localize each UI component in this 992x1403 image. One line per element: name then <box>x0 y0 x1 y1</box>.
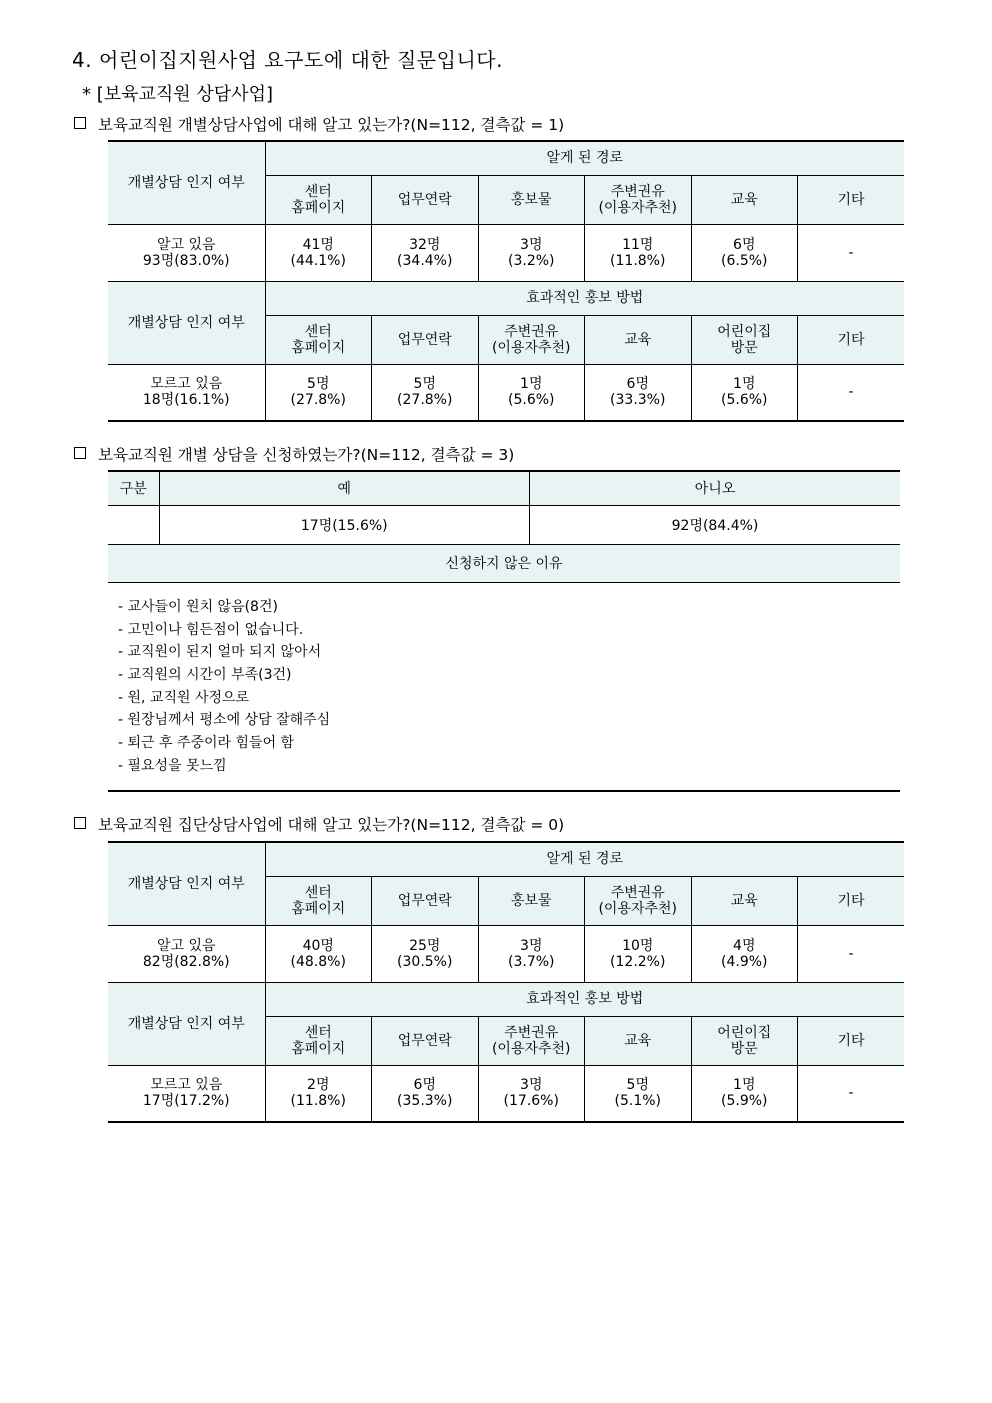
cell: 6명 (33.3%) <box>585 364 692 421</box>
reason-header: 신청하지 않은 이유 <box>108 544 900 582</box>
checkbox-bullet <box>74 447 86 459</box>
col-header: 홍보물 <box>478 876 585 925</box>
col-header: 교육 <box>585 315 692 364</box>
col-header: 센터 홈페이지 <box>265 876 372 925</box>
col-header: 교육 <box>691 175 798 224</box>
col-label: 구분 <box>108 471 159 505</box>
empty-cell <box>108 505 159 544</box>
question-2 <box>74 443 514 465</box>
col-header: 교육 <box>691 876 798 925</box>
list-item: - 원장님께서 평소에 상담 잘해주심 <box>118 712 331 729</box>
list-item: - 필요성을 못느낌 <box>118 757 227 774</box>
question-2-text: 보육교직원 개별 상담을 신청하였는가?(N=112, 결측값 = 3) <box>98 446 515 464</box>
checkbox-bullet <box>74 117 86 129</box>
group-header: 알게 된 경로 <box>265 842 904 876</box>
cell: 1명 (5.9%) <box>691 1065 798 1122</box>
cell: 1명 (5.6%) <box>478 364 585 421</box>
col-header: 주변권유 (이용자추천) <box>585 175 692 224</box>
cell: 5명 (27.8%) <box>265 364 372 421</box>
cell: - <box>798 224 905 281</box>
col-header: 어린이집 방문 <box>691 315 798 364</box>
q1-table <box>108 140 904 422</box>
yes-header: 예 <box>159 471 530 505</box>
col-header: 기타 <box>798 315 905 364</box>
cell: 10명 (12.2%) <box>585 925 692 982</box>
row-header: 개별상담 인지 여부 <box>108 281 265 364</box>
cell: 32명 (34.4%) <box>372 224 479 281</box>
col-header: 어린이집 방문 <box>691 1016 798 1065</box>
col-header: 업무연락 <box>372 1016 479 1065</box>
row-label: 알고 있음 82명(82.8%) <box>108 925 265 982</box>
col-header: 주변권유 (이용자추천) <box>585 876 692 925</box>
row-label: 모르고 있음 18명(16.1%) <box>108 364 265 421</box>
no-header: 아니오 <box>530 471 901 505</box>
col-header: 교육 <box>585 1016 692 1065</box>
question-1 <box>74 113 564 135</box>
checkbox-bullet <box>74 817 86 829</box>
cell: - <box>798 1065 905 1122</box>
reason-list <box>118 596 330 778</box>
col-header: 업무연락 <box>372 175 479 224</box>
group-header: 알게 된 경로 <box>265 141 904 175</box>
cell: 25명 (30.5%) <box>372 925 479 982</box>
cell: 5명 (5.1%) <box>585 1065 692 1122</box>
col-header: 홍보물 <box>478 175 585 224</box>
cell: 4명 (4.9%) <box>691 925 798 982</box>
question-1-text: 보육교직원 개별상담사업에 대해 알고 있는가?(N=112, 결측값 = 1) <box>98 116 565 134</box>
col-header: 기타 <box>798 175 905 224</box>
row-header: 개별상담 인지 여부 <box>108 842 265 925</box>
list-item: - 교직원이 된지 얼마 되지 않아서 <box>118 644 322 661</box>
col-header: 업무연락 <box>372 315 479 364</box>
q3-table <box>108 841 904 1123</box>
group-header: 효과적인 홍보 방법 <box>265 982 904 1016</box>
row-label: 알고 있음 93명(83.0%) <box>108 224 265 281</box>
col-header: 센터 홈페이지 <box>265 1016 372 1065</box>
cell: 3명 (3.2%) <box>478 224 585 281</box>
col-header: 센터 홈페이지 <box>265 315 372 364</box>
no-value: 92명(84.4%) <box>530 505 901 544</box>
col-header: 주변권유 (이용자추천) <box>478 1016 585 1065</box>
list-item: - 원, 교직원 사정으로 <box>118 689 250 706</box>
cell: 3명 (17.6%) <box>478 1065 585 1122</box>
col-header: 기타 <box>798 1016 905 1065</box>
cell: 3명 (3.7%) <box>478 925 585 982</box>
group-header: 효과적인 홍보 방법 <box>265 281 904 315</box>
cell: 40명 (48.8%) <box>265 925 372 982</box>
row-header: 개별상담 인지 여부 <box>108 982 265 1065</box>
col-header: 기타 <box>798 876 905 925</box>
q2-table <box>108 470 900 583</box>
cell: 6명 (35.3%) <box>372 1065 479 1122</box>
col-header: 주변권유 (이용자추천) <box>478 315 585 364</box>
cell: - <box>798 925 905 982</box>
row-header: 개별상담 인지 여부 <box>108 141 265 224</box>
cell: - <box>798 364 905 421</box>
cell: 2명 (11.8%) <box>265 1065 372 1122</box>
list-item: - 교직원의 시간이 부족(3건) <box>118 667 292 684</box>
section-title: 4. 어린이집지원사업 요구도에 대한 질문입니다. <box>72 48 503 72</box>
question-3 <box>74 813 564 835</box>
subsection-title: * [보육교직원 상담사업] <box>82 84 273 105</box>
cell: 5명 (27.8%) <box>372 364 479 421</box>
cell: 1명 (5.6%) <box>691 364 798 421</box>
cell: 11명 (11.8%) <box>585 224 692 281</box>
cell: 6명 (6.5%) <box>691 224 798 281</box>
list-item: - 교사들이 원치 않음(8건) <box>118 599 278 615</box>
row-label: 모르고 있음 17명(17.2%) <box>108 1065 265 1122</box>
yes-value: 17명(15.6%) <box>159 505 530 544</box>
col-header: 업무연락 <box>372 876 479 925</box>
cell: 41명 (44.1%) <box>265 224 372 281</box>
list-item: - 고민이나 힘든점이 없습니다. <box>118 621 304 638</box>
col-header: 센터 홈페이지 <box>265 175 372 224</box>
list-item: - 퇴근 후 주중이라 힘들어 함 <box>118 735 295 752</box>
divider <box>108 790 900 792</box>
question-3-text: 보육교직원 집단상담사업에 대해 알고 있는가?(N=112, 결측값 = 0) <box>98 816 565 834</box>
